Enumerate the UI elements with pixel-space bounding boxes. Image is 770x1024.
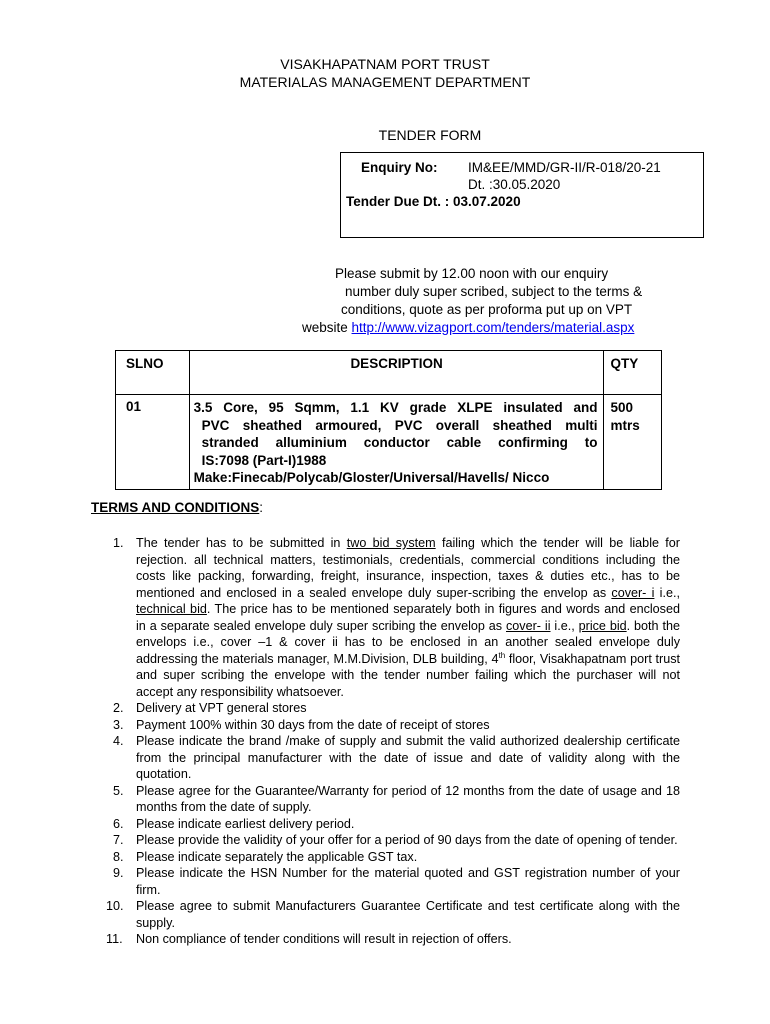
cell-slno: 01: [116, 395, 190, 490]
list-item: [113, 717, 680, 734]
table-header-row: [116, 351, 662, 395]
item-number: 8.: [113, 849, 124, 864]
header-qty: QTY: [604, 351, 662, 395]
item-number: 4.: [113, 734, 124, 748]
list-item: [113, 832, 680, 849]
note-line: Please submit by 12.00 noon with our enquiry: [335, 266, 609, 281]
term-text: Please provide the validity of your offer for a period of 90 days from the date of opening of tender.: [136, 833, 678, 847]
list-item: [113, 700, 680, 717]
underlined-text: price bid: [578, 618, 627, 633]
department-name: MATERIALAS MANAGEMENT DEPARTMENT: [239, 74, 531, 90]
item-table: [115, 350, 662, 490]
tender-website-link[interactable]: http://www.vizagport.com/tenders/material.aspx: [351, 320, 635, 335]
list-item: [106, 898, 680, 931]
underlined-text: technical bid: [136, 602, 207, 616]
list-item: [113, 816, 680, 833]
note-line: number duly super scribed, subject to the terms &: [345, 284, 643, 299]
terms-list: [106, 535, 680, 948]
enquiry-box: [340, 152, 704, 238]
list-item: [113, 865, 680, 898]
underlined-text: two bid system: [346, 536, 436, 550]
note-line: conditions, quote as per proforma put up on VPT: [341, 302, 633, 317]
term-text: The tender has to be submitted in: [136, 536, 347, 550]
qty-value: 500: [610, 400, 633, 415]
superscript: th: [498, 650, 506, 660]
desc-line: 3.5 Core, 95 Sqmm, 1.1 KV grade XLPE insulated and: [193, 400, 598, 415]
header-description: DESCRIPTION: [189, 351, 604, 395]
term-text: Please indicate separately the applicable GST tax.: [136, 849, 418, 864]
term-text: Non compliance of tender conditions will result in rejection of offers.: [136, 932, 512, 946]
term-text: . The price has to be mentioned separately both in figures and words and enclosed in a separate sealed envelope duly super scribing the envelop as: [136, 602, 680, 633]
item-number: 7.: [113, 833, 124, 847]
list-item: [113, 535, 680, 700]
note-prefix: website: [302, 320, 352, 335]
terms-heading-text: TERMS AND CONDITIONS: [91, 500, 260, 515]
cell-description: [189, 395, 604, 490]
enquiry-number: IM&EE/MMD/GR-II/R-018/20-21: [468, 160, 661, 175]
item-number: 6.: [113, 816, 124, 831]
desc-line: Make:Finecab/Polycab/Gloster/Universal/Havells/ Nicco: [193, 470, 550, 485]
item-number: 1.: [113, 536, 124, 550]
term-text: Please indicate the HSN Number for the material quoted and GST registration number of your firm.: [136, 866, 680, 897]
enquiry-label: Enquiry No:: [361, 160, 438, 175]
desc-line: PVC sheathed armoured, PVC overall sheathed multi: [201, 417, 598, 433]
cell-qty: [604, 395, 662, 490]
term-text: Please indicate the brand /make of supply and submit the valid authorized dealership certificate from the principal manufacturer with the date of issue and date of validity along with the quotation.: [136, 734, 680, 781]
term-text: floor, Visakhapatnam port trust and super scribing the envelope with the tender number failing which the purchaser will not accept any responsibility whatsoever.: [136, 651, 680, 699]
list-item: [106, 931, 680, 948]
underlined-text: cover- ii: [506, 618, 551, 633]
list-item: [113, 733, 680, 783]
term-text: failing which the tender will be liable for rejection. all technical matters, testimonials, credentials, commercial conditions including the costs like packing, forwarding, freight, insurance, inspection, taxes & duties etc., has to be mentioned and enclosed in a sealed envelope duly super-scribing the envelop as: [136, 536, 680, 600]
item-number: 5.: [113, 783, 124, 798]
term-text: Please agree to submit Manufacturers Guarantee Certificate and test certificate along with the supply.: [136, 899, 680, 930]
term-text: Payment 100% within 30 days from the date of receipt of stores: [136, 717, 490, 732]
qty-unit: mtrs: [610, 417, 640, 433]
term-text: i.e.,: [654, 585, 680, 600]
item-number: 11.: [106, 932, 123, 946]
list-item: [113, 783, 680, 816]
item-number: 9.: [113, 866, 124, 880]
terms-heading: [91, 500, 263, 515]
term-text: Please indicate earliest delivery period.: [136, 816, 355, 831]
header-slno: SLNO: [116, 351, 190, 395]
table-row: [116, 395, 662, 490]
item-number: 2.: [113, 701, 124, 715]
term-text: Delivery at VPT general stores: [136, 701, 307, 715]
term-text: Please agree for the Guarantee/Warranty for period of 12 months from the date of usage and 18 months from the date of supply.: [136, 783, 680, 814]
term-text: . both the envelops i.e., cover –1 & cover ii has to be enclosed in an another sealed envelope duly addressing the materials manager, M.M.Division, DLB building, 4: [136, 618, 680, 666]
org-name: VISAKHAPATNAM PORT TRUST: [280, 56, 490, 72]
enquiry-date: Dt. :30.05.2020: [468, 177, 561, 192]
list-item: [113, 849, 680, 866]
tender-due-date: Tender Due Dt. : 03.07.2020: [346, 194, 521, 209]
terms-heading-colon: :: [259, 500, 264, 515]
desc-line: stranded alluminium conductor cable confirming to: [201, 435, 598, 450]
underlined-text: cover- i: [611, 585, 655, 600]
term-text: i.e.,: [550, 618, 579, 633]
form-title: TENDER FORM: [378, 127, 482, 143]
note-line: [302, 319, 634, 337]
item-number: 10.: [106, 899, 124, 913]
item-number: 3.: [113, 717, 124, 732]
desc-line: IS:7098 (Part-I)1988: [201, 452, 327, 468]
